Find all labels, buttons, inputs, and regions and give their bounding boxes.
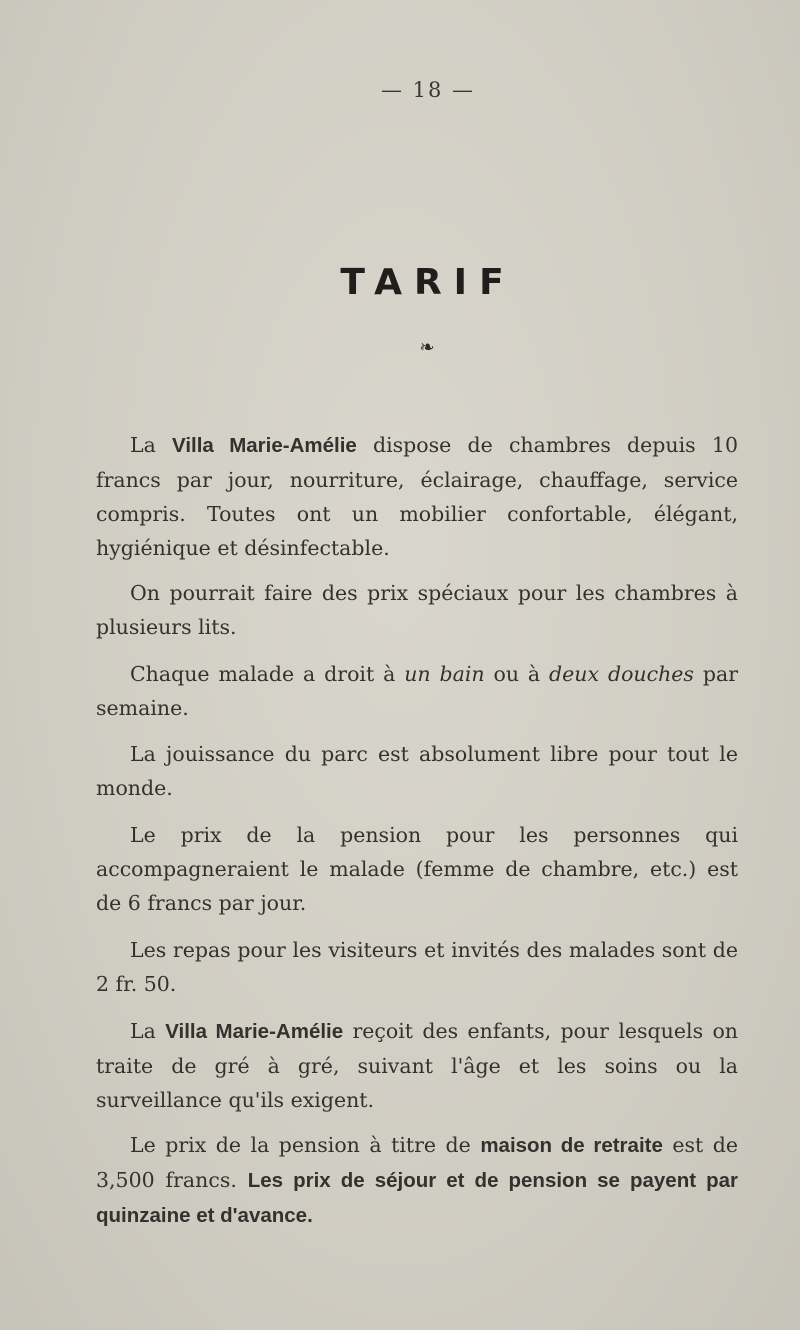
paragraph-text: est de 3,500 francs. <box>96 1133 739 1192</box>
paragraph-text: dispose de chambres depuis 10 francs par jour, nourriture, éclairage, chauffage, service compris. Toutes ont un mobilier confortable, élégant, hygiénique et désinfectable. <box>96 433 738 560</box>
paragraph-text: reçoit des enfants, pour lesquels on traite de gré à gré, suivant l'âge et les soins ou la surveillance qu'ils exigent. <box>96 1019 738 1112</box>
villa-name: Villa Marie-Amélie <box>165 1020 344 1043</box>
paragraph-text: Le prix de la pension à titre de <box>130 1133 481 1157</box>
paragraph-children <box>96 1014 738 1117</box>
paragraph-text: ou à <box>484 662 550 686</box>
paragraph-text: Chaque malade a droit à <box>130 662 405 686</box>
ornament-fleuron: ❧ <box>419 337 435 358</box>
paragraph-text: La <box>130 433 173 457</box>
villa-name: Villa Marie-Amélie <box>172 434 357 457</box>
paragraph-companion-price: Le prix de la pension pour les personnes qui accompagneraient le malade (femme de chambre, etc.) est de 6 francs par jour. <box>96 823 738 915</box>
page-number: — 18 — <box>380 78 476 102</box>
paragraph-text: par semaine. <box>96 662 738 720</box>
paragraph-villa-rooms <box>96 428 738 565</box>
page-title: TARIF <box>340 262 516 303</box>
emphasis-showers: deux douches <box>549 662 694 686</box>
emphasis-retirement-home: maison de retraite <box>480 1134 663 1157</box>
emphasis-payment-terms: Les prix de séjour et de pension se payent par quinzaine et d'avance. <box>96 1169 738 1227</box>
paragraph-text: La <box>130 1019 166 1043</box>
emphasis-bath: un bain <box>404 662 485 686</box>
paragraph-bath-rights <box>96 657 738 725</box>
paragraph-visitor-meals: Les repas pour les visiteurs et invités des malades sont de 2 fr. 50. <box>96 938 738 996</box>
paragraph-retirement-home <box>96 1128 738 1233</box>
paragraph-special-prices: On pourrait faire des prix spéciaux pour les chambres à plusieurs lits. <box>96 581 738 639</box>
paragraph-park: La jouissance du parc est absolument libre pour tout le monde. <box>96 742 738 800</box>
